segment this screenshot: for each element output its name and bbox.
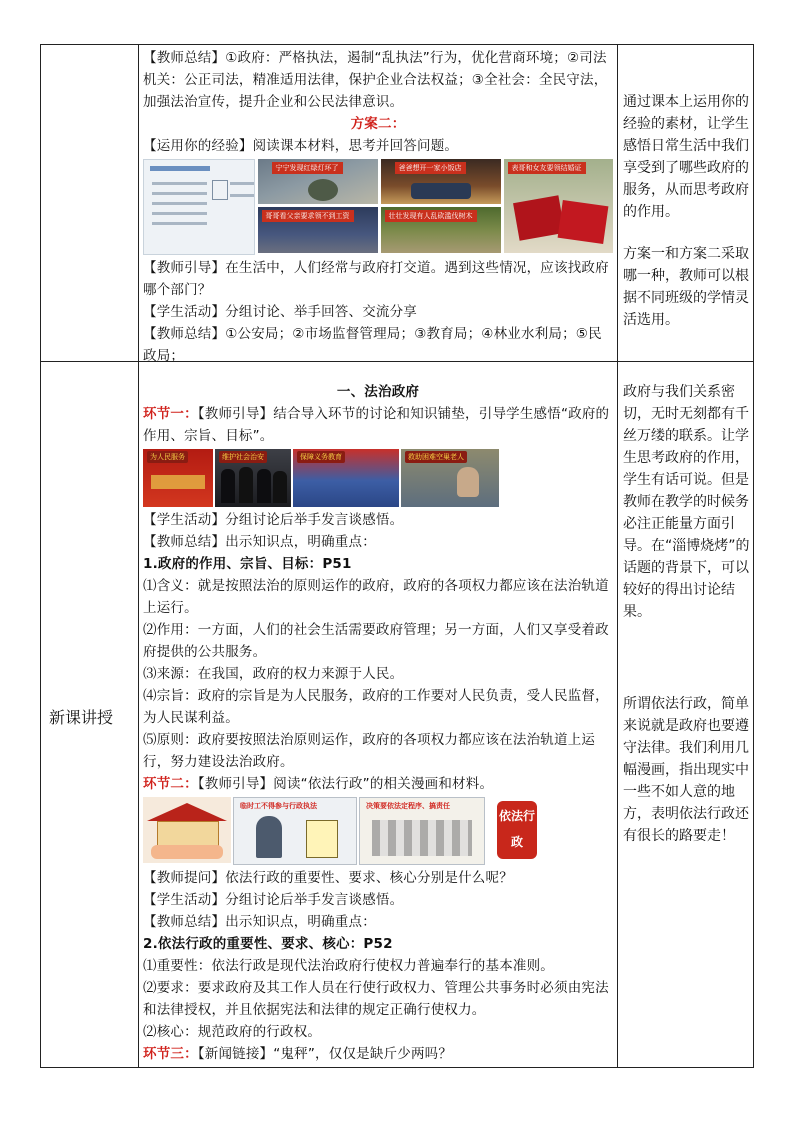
plan-title: 方案二： [350,116,406,132]
cartoon-government-building [143,797,231,863]
photo-marriage-certificate: 表哥和女友要领结婚证 [504,159,614,253]
note-paragraph: 政府与我们关系密切，无时无刻都有千丝万缕的联系。让学生思考政府的作用，学生有话可说。但是教师在教学的时候务必注正能量方面引导。在“淄博烧烤”的话题的背景下，可以较好的得出讨论结果。 [623,384,750,620]
government-photos [143,449,613,507]
teacher-summary: 【教师总结】①政府：严格执法，遏制“乱执法”行为，优化营商环境；②司法机关：公正司法，精准适用法律，保护企业合法权益；③全社会：全民守法，加强法治宣传，提升企业和公民法律意识。 [143,50,608,110]
photo-logging: 壮壮发现有人乱砍滥伐树木 [381,207,501,253]
row1-notes-cell [623,91,751,331]
cartoon-decision-making: 决策要依法定程序、搞责任 [359,797,485,865]
student-activity: 【学生活动】分组讨论、举手回答、交流分享 [143,304,417,320]
row1-main-cell [143,47,613,367]
step-label: 环节二： [143,776,198,792]
column-divider [138,45,139,1067]
row2-notes-cell [623,381,751,847]
section-title: 一、法治政府 [336,384,420,400]
teacher-guide: 【教师引导】在生活中，人们经常与政府打交道。遇到这些情况，应该找政府哪个部门？ [143,260,609,298]
knowledge-point: ⑴含义：就是按照法治的原则运作的政府，政府的各项权力都应该在法治轨道上运行。 [143,578,609,616]
law-cartoons [143,797,613,865]
cartoon-temporary-workers: 临时工不得参与行政执法 [233,797,357,865]
teacher-summary: 【教师总结】出示知识点，明确重点： [143,534,376,550]
knowledge-point: ⑵要求：要求政府及其工作人员在行使行政权力、管理公共事务时必须由宪法和法律授权，并且依据宪法和法律的规定正确行使权力。 [143,980,609,1018]
cartoon-law-administration: 依法行政 [487,797,547,863]
section-label: 新课讲授 [49,708,114,727]
photo-traffic-light: 宁宁发现红绿灯坏了 [258,159,378,204]
experience-images [143,159,613,255]
note-paragraph: 方案一和方案二采取哪一种，教师可以根据不同班级的学情灵活选用。 [623,246,749,328]
photo-elderly-care: 救助困难空巢老人 [401,449,499,507]
step-label: 环节一： [143,406,198,422]
column-divider [617,45,618,1067]
photo-police: 维护社会治安 [215,449,291,507]
knowledge-point: ⑸原则：政府要按照法治原则运作，政府的各项权力都应该在法治轨道上运行，努力建设法治政府。 [143,732,596,770]
teacher-summary-departments: 【教师总结】①公安局；②市场监督管理局；③教育局；④林业水利局；⑤民政局； [143,326,602,364]
knowledge-point: ⑴重要性：依法行政是现代法治政府行使权力普遍奉行的基本准则。 [143,958,554,974]
photo-workers-wages: 哥哥看父亲要求领不到工资 [258,207,378,253]
teacher-summary: 【教师总结】出示知识点，明确重点： [143,914,376,930]
knowledge-point: ⑶来源：在我国，政府的权力来源于人民。 [143,666,404,682]
student-activity: 【学生活动】分组讨论后举手发言谈感悟。 [143,892,404,908]
step-text: 【教师引导】阅读“依法行政”的相关漫画和材料。 [197,776,494,792]
knowledge-point: ⑵作用：一方面，人们的社会生活需要政府管理；另一方面，人们又享受着政府提供的公共服务。 [143,622,609,660]
note-paragraph: 所谓依法行政，简单来说就是政府也要遵守法律。我们利用几幅漫画，指出现实中一些不如人意的地方，表明依法行政还有很长的路要走！ [623,696,749,844]
textbook-page-image [143,159,255,255]
knowledge-point: ⑷宗旨：政府的宗旨是为人民服务，政府的工作要对人民负责，受人民监督，为人民谋利益。 [143,688,609,726]
note-paragraph: 通过课本上运用你的经验的素材，让学生感悟日常生活中我们享受到了哪些政府的服务，从而思考政府的作用。 [623,94,749,220]
photo-serve-people: 为人民服务 [143,449,213,507]
step-label: 环节三： [143,1046,198,1062]
student-activity: 【学生活动】分组讨论后举手发言谈感悟。 [143,512,404,528]
knowledge-heading: 1.政府的作用、宗旨、目标：P51 [143,556,352,572]
experience-prompt: 【运用你的经验】阅读课本材料，思考并回答问题。 [143,138,459,154]
photo-restaurant: 爸爸想开一家小饭店 [381,159,501,204]
photo-education: 保障义务教育 [293,449,399,507]
row2-main-cell [143,381,613,1065]
step-text: 【教师引导】结合导入环节的讨论和知识铺垫，引导学生感悟“政府的作用、宗旨、目标”。 [143,406,610,444]
knowledge-heading: 2.依法行政的重要性、要求、核心：P52 [143,936,393,952]
knowledge-point: ⑵核心：规范政府的行政权。 [143,1024,322,1040]
lesson-table [40,44,754,1068]
step-text: 【新闻链接】“鬼秤”，仅仅是缺斤少两吗？ [197,1046,453,1062]
teacher-question: 【教师提问】依法行政的重要性、要求、核心分别是什么呢？ [143,870,513,886]
